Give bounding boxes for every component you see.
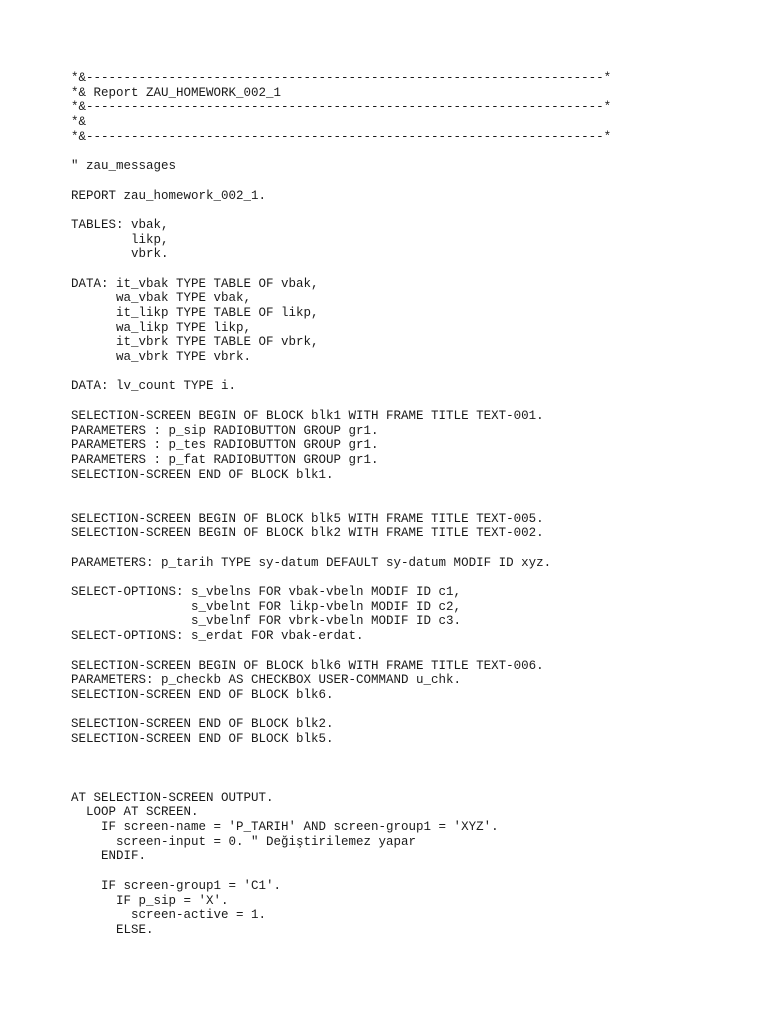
code-line: [71, 144, 611, 159]
code-line: ELSE.: [71, 922, 154, 937]
code-line: *&---------------------------------------------------------------------*: [71, 71, 612, 85]
code-line: *&: [71, 115, 87, 130]
code-line: [71, 570, 611, 585]
code-line: *&---------------------------------------------------------------------*: [71, 129, 612, 144]
code-line: IF p_sip = 'X'.: [71, 893, 229, 908]
code-line: [71, 262, 611, 277]
code-line: *& Report ZAU_HOMEWORK_002_1: [71, 85, 282, 100]
code-line: s_vbelnf FOR vbrk-vbeln MODIF ID c3.: [71, 614, 462, 629]
code-line: SELECT-OPTIONS: s_vbelns FOR vbak-vbeln MODIF ID c1,: [71, 585, 462, 600]
code-line: [71, 174, 611, 189]
code-line: PARAMETERS : p_fat RADIOBUTTON GROUP gr1.: [71, 452, 379, 467]
code-line: wa_likp TYPE likp,: [71, 320, 252, 335]
code-line: wa_vbak TYPE vbak,: [71, 291, 252, 306]
code-line: SELECTION-SCREEN END OF BLOCK blk6.: [71, 687, 334, 702]
code-line: SELECT-OPTIONS: s_erdat FOR vbak-erdat.: [71, 629, 364, 644]
code-line: SELECTION-SCREEN BEGIN OF BLOCK blk5 WITH FRAME TITLE TEXT-005.: [71, 511, 544, 526]
code-line: it_vbrk TYPE TABLE OF vbrk,: [71, 335, 319, 350]
code-line: SELECTION-SCREEN END OF BLOCK blk1.: [71, 467, 334, 482]
code-line: [71, 776, 611, 791]
code-line: it_likp TYPE TABLE OF likp,: [71, 306, 319, 320]
code-line: SELECTION-SCREEN END OF BLOCK blk2.: [71, 717, 334, 732]
code-line: likp,: [71, 232, 169, 247]
code-line: s_vbelnt FOR likp-vbeln MODIF ID c2,: [71, 599, 462, 614]
code-line: vbrk.: [71, 247, 169, 262]
code-line: " zau_messages: [71, 159, 177, 174]
code-line: ENDIF.: [71, 849, 147, 864]
code-line: PARAMETERS : p_sip RADIOBUTTON GROUP gr1.: [71, 423, 379, 438]
code-line: wa_vbrk TYPE vbrk.: [71, 350, 252, 365]
code-line: [71, 482, 611, 497]
code-line: [71, 497, 611, 512]
code-line: REPORT zau_homework_002_1.: [71, 188, 267, 203]
code-line: SELECTION-SCREEN BEGIN OF BLOCK blk6 WITH FRAME TITLE TEXT-006.: [71, 658, 544, 673]
code-line: *&---------------------------------------------------------------------*: [71, 100, 612, 115]
code-line: IF screen-name = 'P_TARIH' AND screen-group1 = 'XYZ'.: [71, 820, 499, 835]
code-line: PARAMETERS: p_tarih TYPE sy-datum DEFAULT sy-datum MODIF ID xyz.: [71, 555, 552, 570]
code-line: PARAMETERS: p_checkb AS CHECKBOX USER-COMMAND u_chk.: [71, 673, 462, 688]
code-line: LOOP AT SCREEN.: [71, 805, 199, 820]
code-line: SELECTION-SCREEN BEGIN OF BLOCK blk1 WITH FRAME TITLE TEXT-001.: [71, 408, 544, 423]
code-line: [71, 747, 611, 762]
code-line: DATA: lv_count TYPE i.: [71, 379, 237, 394]
code-line: TABLES: vbak,: [71, 217, 169, 232]
code-line: [71, 864, 611, 879]
code-line: [71, 644, 611, 659]
abap-source-code: [71, 71, 611, 938]
code-line: SELECTION-SCREEN BEGIN OF BLOCK blk2 WITH FRAME TITLE TEXT-002.: [71, 526, 544, 541]
code-line: [71, 541, 611, 556]
code-line: DATA: it_vbak TYPE TABLE OF vbak,: [71, 276, 319, 291]
code-line: [71, 203, 611, 218]
code-line: AT SELECTION-SCREEN OUTPUT.: [71, 790, 274, 805]
code-line: [71, 761, 611, 776]
code-line: screen-input = 0. " Değiştirilemez yapar: [71, 834, 417, 849]
code-line: PARAMETERS : p_tes RADIOBUTTON GROUP gr1.: [71, 438, 379, 453]
code-line: screen-active = 1.: [71, 908, 267, 923]
code-line: SELECTION-SCREEN END OF BLOCK blk5.: [71, 731, 334, 746]
code-line: [71, 703, 611, 718]
code-line: [71, 365, 611, 380]
code-line: [71, 394, 611, 409]
code-line: IF screen-group1 = 'C1'.: [71, 878, 282, 893]
